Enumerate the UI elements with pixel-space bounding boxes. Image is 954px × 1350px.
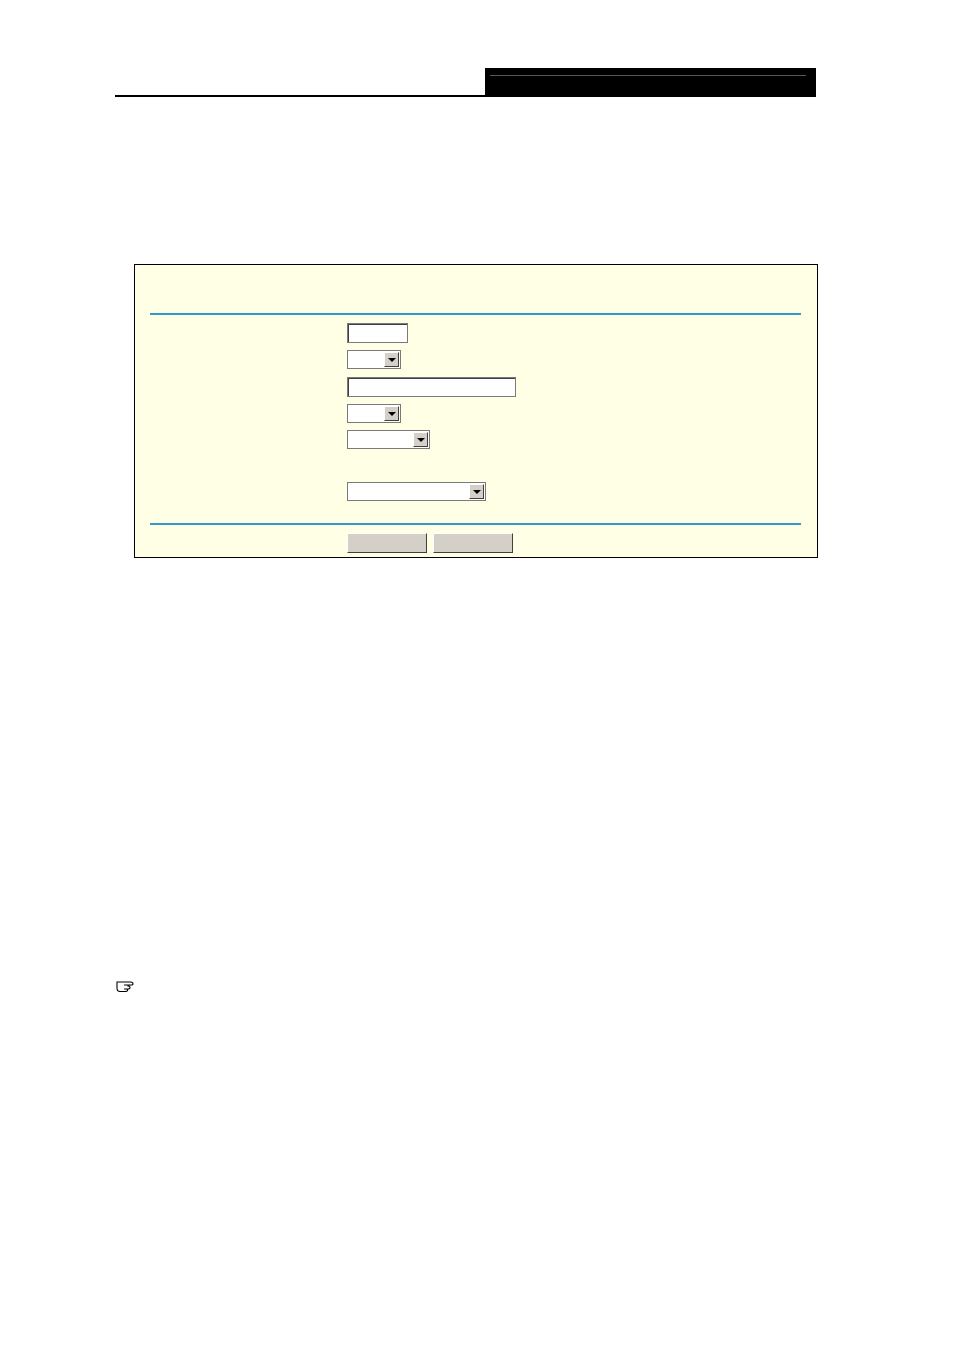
- form-top-rule: [150, 313, 801, 315]
- header-rule: [115, 95, 487, 97]
- chevron-down-icon[interactable]: [384, 352, 399, 367]
- header-block: [485, 68, 816, 97]
- status-select[interactable]: [347, 430, 430, 449]
- incoming-ports-input[interactable]: [347, 377, 516, 397]
- pointing-hand-icon: [116, 977, 142, 998]
- common-applications-select[interactable]: [347, 482, 486, 501]
- chevron-down-icon[interactable]: [413, 432, 428, 447]
- form-bottom-rule: [150, 523, 801, 525]
- save-button[interactable]: [347, 533, 427, 553]
- trigger-protocol-select[interactable]: [347, 350, 401, 369]
- chevron-down-icon[interactable]: [384, 406, 399, 421]
- port-triggering-form: [134, 264, 818, 558]
- trigger-port-input[interactable]: [347, 323, 408, 343]
- header-inner-line: [490, 75, 806, 76]
- chevron-down-icon[interactable]: [469, 484, 484, 499]
- incoming-protocol-select[interactable]: [347, 404, 401, 423]
- return-button[interactable]: [433, 533, 513, 553]
